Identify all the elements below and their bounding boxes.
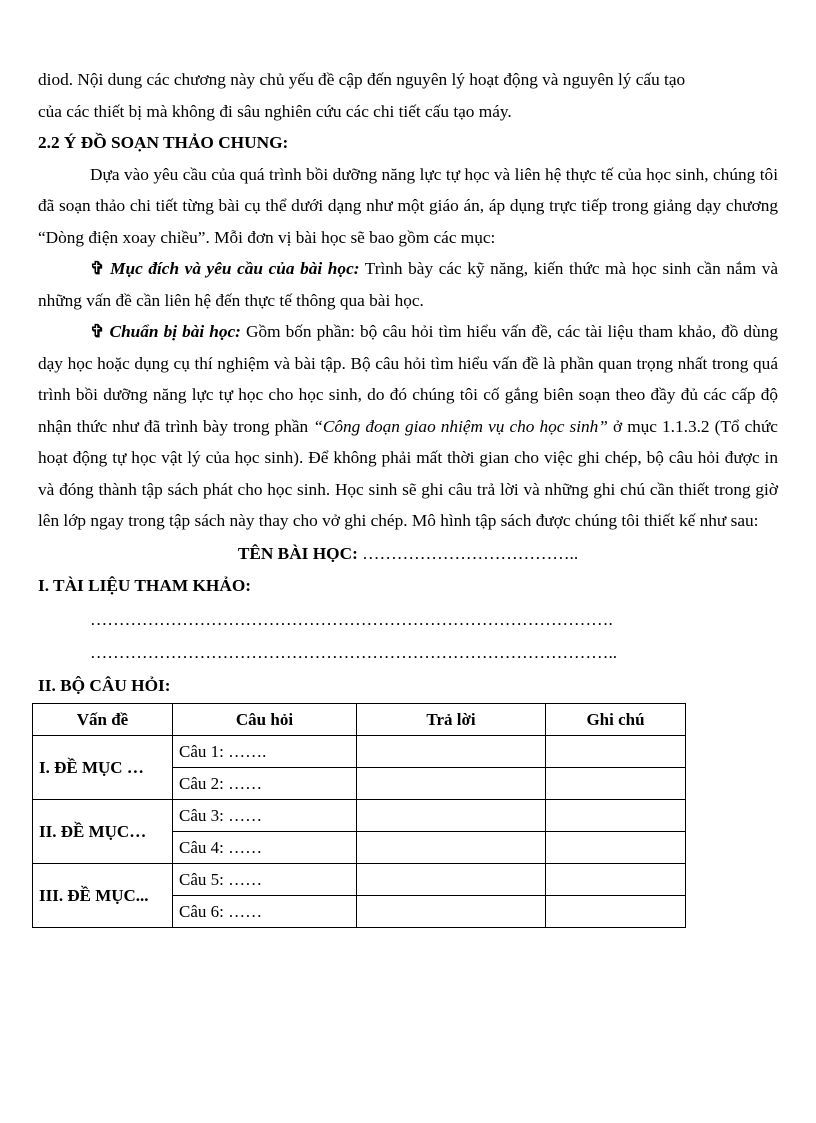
- question-cell: Câu 2: ……: [173, 768, 357, 800]
- intro-line-2: của các thiết bị mà không đi sâu nghiên cứu các chi tiết cấu tạo máy.: [38, 101, 512, 121]
- reference-line-2: ………………………………………………………………………………..: [90, 643, 618, 662]
- question-cell: Câu 1: …….: [173, 736, 357, 768]
- topic-cell: I. ĐỀ MỤC …: [33, 736, 173, 800]
- bullet-purpose-text: Trình bày các kỹ năng, kiến thức mà học sinh cần nắm và những vấn đề cần liên hệ đến thực tế thông qua bài học.: [38, 259, 779, 310]
- question-cell: Câu 4: ……: [173, 832, 357, 864]
- question-cell: Câu 5: ……: [173, 864, 357, 896]
- bullet-purpose: [38, 253, 778, 316]
- table-row: [33, 736, 686, 768]
- table-row: [33, 800, 686, 832]
- lesson-title-label: TÊN BÀI HỌC:: [237, 543, 358, 563]
- answer-cell: [357, 736, 546, 768]
- header-topic: Vấn đề: [33, 704, 173, 736]
- cross-bullet-icon: ✞: [90, 259, 105, 278]
- bullet-preparation-text-b: ở mục 1.1.3.2 (Tổ chức hoạt động tự học vật lý của học sinh). Để không phải mất thời gian cho việc ghi chép, bộ câu hỏi được in và đóng thành tập sách phát cho học sinh. Học sinh sẽ ghi câu trả lời và những ghi chú cần thiết trong giờ lên lớp ngay trong tập sách này thay cho vở ghi chép. Mô hình tập sách được chúng tôi thiết kế như sau:: [38, 416, 778, 530]
- bullet-preparation-label: Chuẩn bị bài học:: [109, 322, 241, 341]
- topic-cell: II. ĐỀ MỤC…: [33, 800, 173, 864]
- cross-bullet-icon: ✞: [90, 322, 105, 341]
- answer-cell: [357, 768, 546, 800]
- bullet-preparation-quote: “Công đoạn giao nhiệm vụ cho học sinh”: [313, 416, 608, 436]
- bullet-preparation-text-a: Gồm bốn phần: bộ câu hỏi tìm hiểu vấn đề, các tài liệu tham khảo, đồ dùng dạy học hoặc dụng cụ thí nghiệm và bài tập. Bộ câu hỏi tìm hiểu vấn đề là phần quan trọng nhất trong quá trình bồi dưỡng năng lực tự học cho học sinh, do đó chúng tôi cố gắng biên soạn theo đầy đủ các cấp độ nhận thức như đã trình bày trong phần: [38, 322, 778, 436]
- answer-cell: [357, 864, 546, 896]
- references-heading: I. TÀI LIỆU THAM KHẢO:: [38, 576, 252, 595]
- note-cell: [546, 800, 686, 832]
- question-cell: Câu 6: ……: [173, 896, 357, 928]
- answer-cell: [357, 896, 546, 928]
- section-heading: 2.2 Ý ĐỒ SOẠN THẢO CHUNG:: [38, 133, 289, 152]
- document-page: [38, 64, 778, 928]
- header-note: Ghi chú: [546, 704, 686, 736]
- question-table: [32, 703, 686, 928]
- table-row: [33, 864, 686, 896]
- header-answer: Trả lời: [357, 704, 546, 736]
- bullet-purpose-label: Mục đích và yêu cầu của bài học:: [110, 259, 360, 278]
- note-cell: [546, 736, 686, 768]
- answer-cell: [357, 832, 546, 864]
- question-cell: Câu 3: ……: [173, 800, 357, 832]
- table-header-row: [33, 704, 686, 736]
- topic-cell: III. ĐỀ MỤC...: [33, 864, 173, 928]
- header-question: Câu hỏi: [173, 704, 357, 736]
- paragraph-intro: Dựa vào yêu cầu của quá trình bồi dưỡng năng lực tự học và liên hệ thực tế của học sinh, chúng tôi đã soạn thảo chi tiết từng bài cụ thể dưới dạng như một giáo án, áp dụng trực tiếp trong giảng dạy chương “Dòng điện xoay chiều”. Mỗi đơn vị bài học sẽ bao gồm các mục:: [38, 164, 778, 247]
- lesson-title-line: [38, 538, 778, 570]
- answer-cell: [357, 800, 546, 832]
- bullet-preparation: [38, 316, 778, 537]
- note-cell: [546, 768, 686, 800]
- questions-heading: II. BỘ CÂU HỎI:: [38, 675, 171, 695]
- note-cell: [546, 864, 686, 896]
- intro-line-1: diod. Nội dung các chương này chủ yếu đề cập đến nguyên lý hoạt động và nguyên lý cấu tạo: [38, 70, 686, 89]
- lesson-title-dots: ………………………………..: [357, 543, 579, 563]
- reference-line-1: ……………………………………………………………………………….: [90, 609, 613, 629]
- note-cell: [546, 832, 686, 864]
- note-cell: [546, 896, 686, 928]
